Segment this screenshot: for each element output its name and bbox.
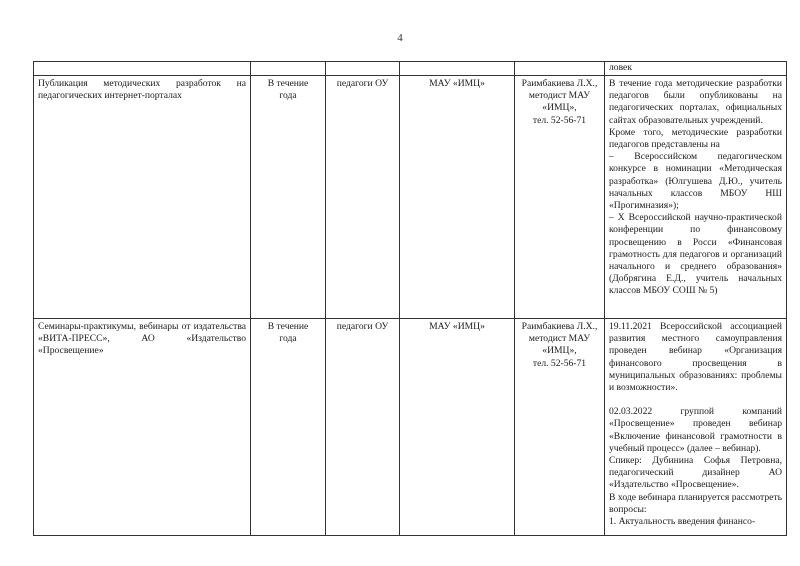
responsible-line: «ИМЦ», [542, 345, 577, 357]
carryover-cell-activity [34, 62, 251, 76]
table-row [34, 76, 787, 319]
page-number: 4 [397, 32, 403, 44]
participants-cell: педагоги ОУ [326, 319, 400, 536]
result-cell [605, 319, 787, 536]
result-paragraph: 19.11.2021 Всероссийской ассоциацией развития местного самоуправления проведен вебинар «Организация финансового просвещения в муниципальных образованиях: проблемы и возможности». [609, 321, 782, 394]
period-line: года [279, 333, 297, 345]
carryover-cell-participants [326, 62, 400, 76]
paragraph-gap [609, 394, 782, 406]
result-paragraph: – Всероссийском педагогическом конкурсе в номинации «Методическая разработка» (Юлгушева Д.Ю., учитель начальных классов МБОУ НШ «Прогимназия»); [609, 151, 782, 212]
result-paragraph: В ходе вебинара планируется рассмотреть вопросы: [609, 491, 782, 515]
responsible-line: «ИМЦ», [542, 102, 577, 114]
participants-cell: педагоги ОУ [326, 76, 400, 319]
result-paragraph: Спикер: Дубинина Софья Петровна, педагогический дизайнер АО «Издательство «Просвещение». [609, 455, 782, 491]
organizer-cell: МАУ «ИМЦ» [400, 76, 515, 319]
responsible-line: тел. 52-56-71 [532, 357, 587, 369]
period-cell [251, 76, 326, 319]
result-paragraph: Кроме того, методические разработки педагогов представлены на [609, 126, 782, 151]
activity-cell: Публикация методических разработок на педагогических интернет-порталах [34, 76, 251, 319]
result-paragraph: В течение года методические разработки педагогов были опубликованы на педагогических порталах, официальных сайтах образовательных учреждений. [609, 78, 782, 126]
result-paragraph: 02.03.2022 группой компаний «Просвещение» проведен вебинар «Включение финансовой грамотности в учебный процесс» (далее – вебинар). [609, 406, 782, 454]
carryover-cell-result: ловек [605, 62, 787, 76]
carryover-cell-period [251, 62, 326, 76]
period-cell [251, 319, 326, 536]
responsible-line: Раимбакиева Л.Х., [521, 78, 598, 89]
carryover-cell-responsible [515, 62, 605, 76]
responsible-cell [515, 76, 605, 319]
responsible-cell [515, 319, 605, 536]
result-cell [605, 76, 787, 319]
period-line: года [279, 90, 297, 102]
responsible-line: тел. 52-56-71 [532, 114, 587, 126]
period-line: В течение [267, 78, 309, 89]
carryover-cell-organizer [400, 62, 515, 76]
result-paragraph: 1. Актуальность введения финансо- [609, 516, 756, 528]
responsible-line: методист МАУ [528, 90, 591, 102]
result-paragraph: – X Всероссийской научно-практической конференции по финансовому просвещению в Росси «Финансовая грамотность для педагогов и организаций начального и среднего образования» (Добрягина Е.Д., учитель начальных классов МБОУ СОШ № 5) [609, 212, 782, 297]
period-line: В течение [267, 321, 309, 332]
table-row [34, 319, 787, 536]
responsible-line: методист МАУ [528, 333, 591, 345]
carryover-row [34, 62, 787, 76]
responsible-line: Раимбакиева Л.Х., [521, 321, 598, 332]
activity-table [33, 61, 787, 536]
activity-cell: Семинары-практикумы, вебинары от издательства «ВИТА-ПРЕСС», АО «Издательство «Просвещение» [34, 319, 251, 536]
organizer-cell: МАУ «ИМЦ» [400, 319, 515, 536]
